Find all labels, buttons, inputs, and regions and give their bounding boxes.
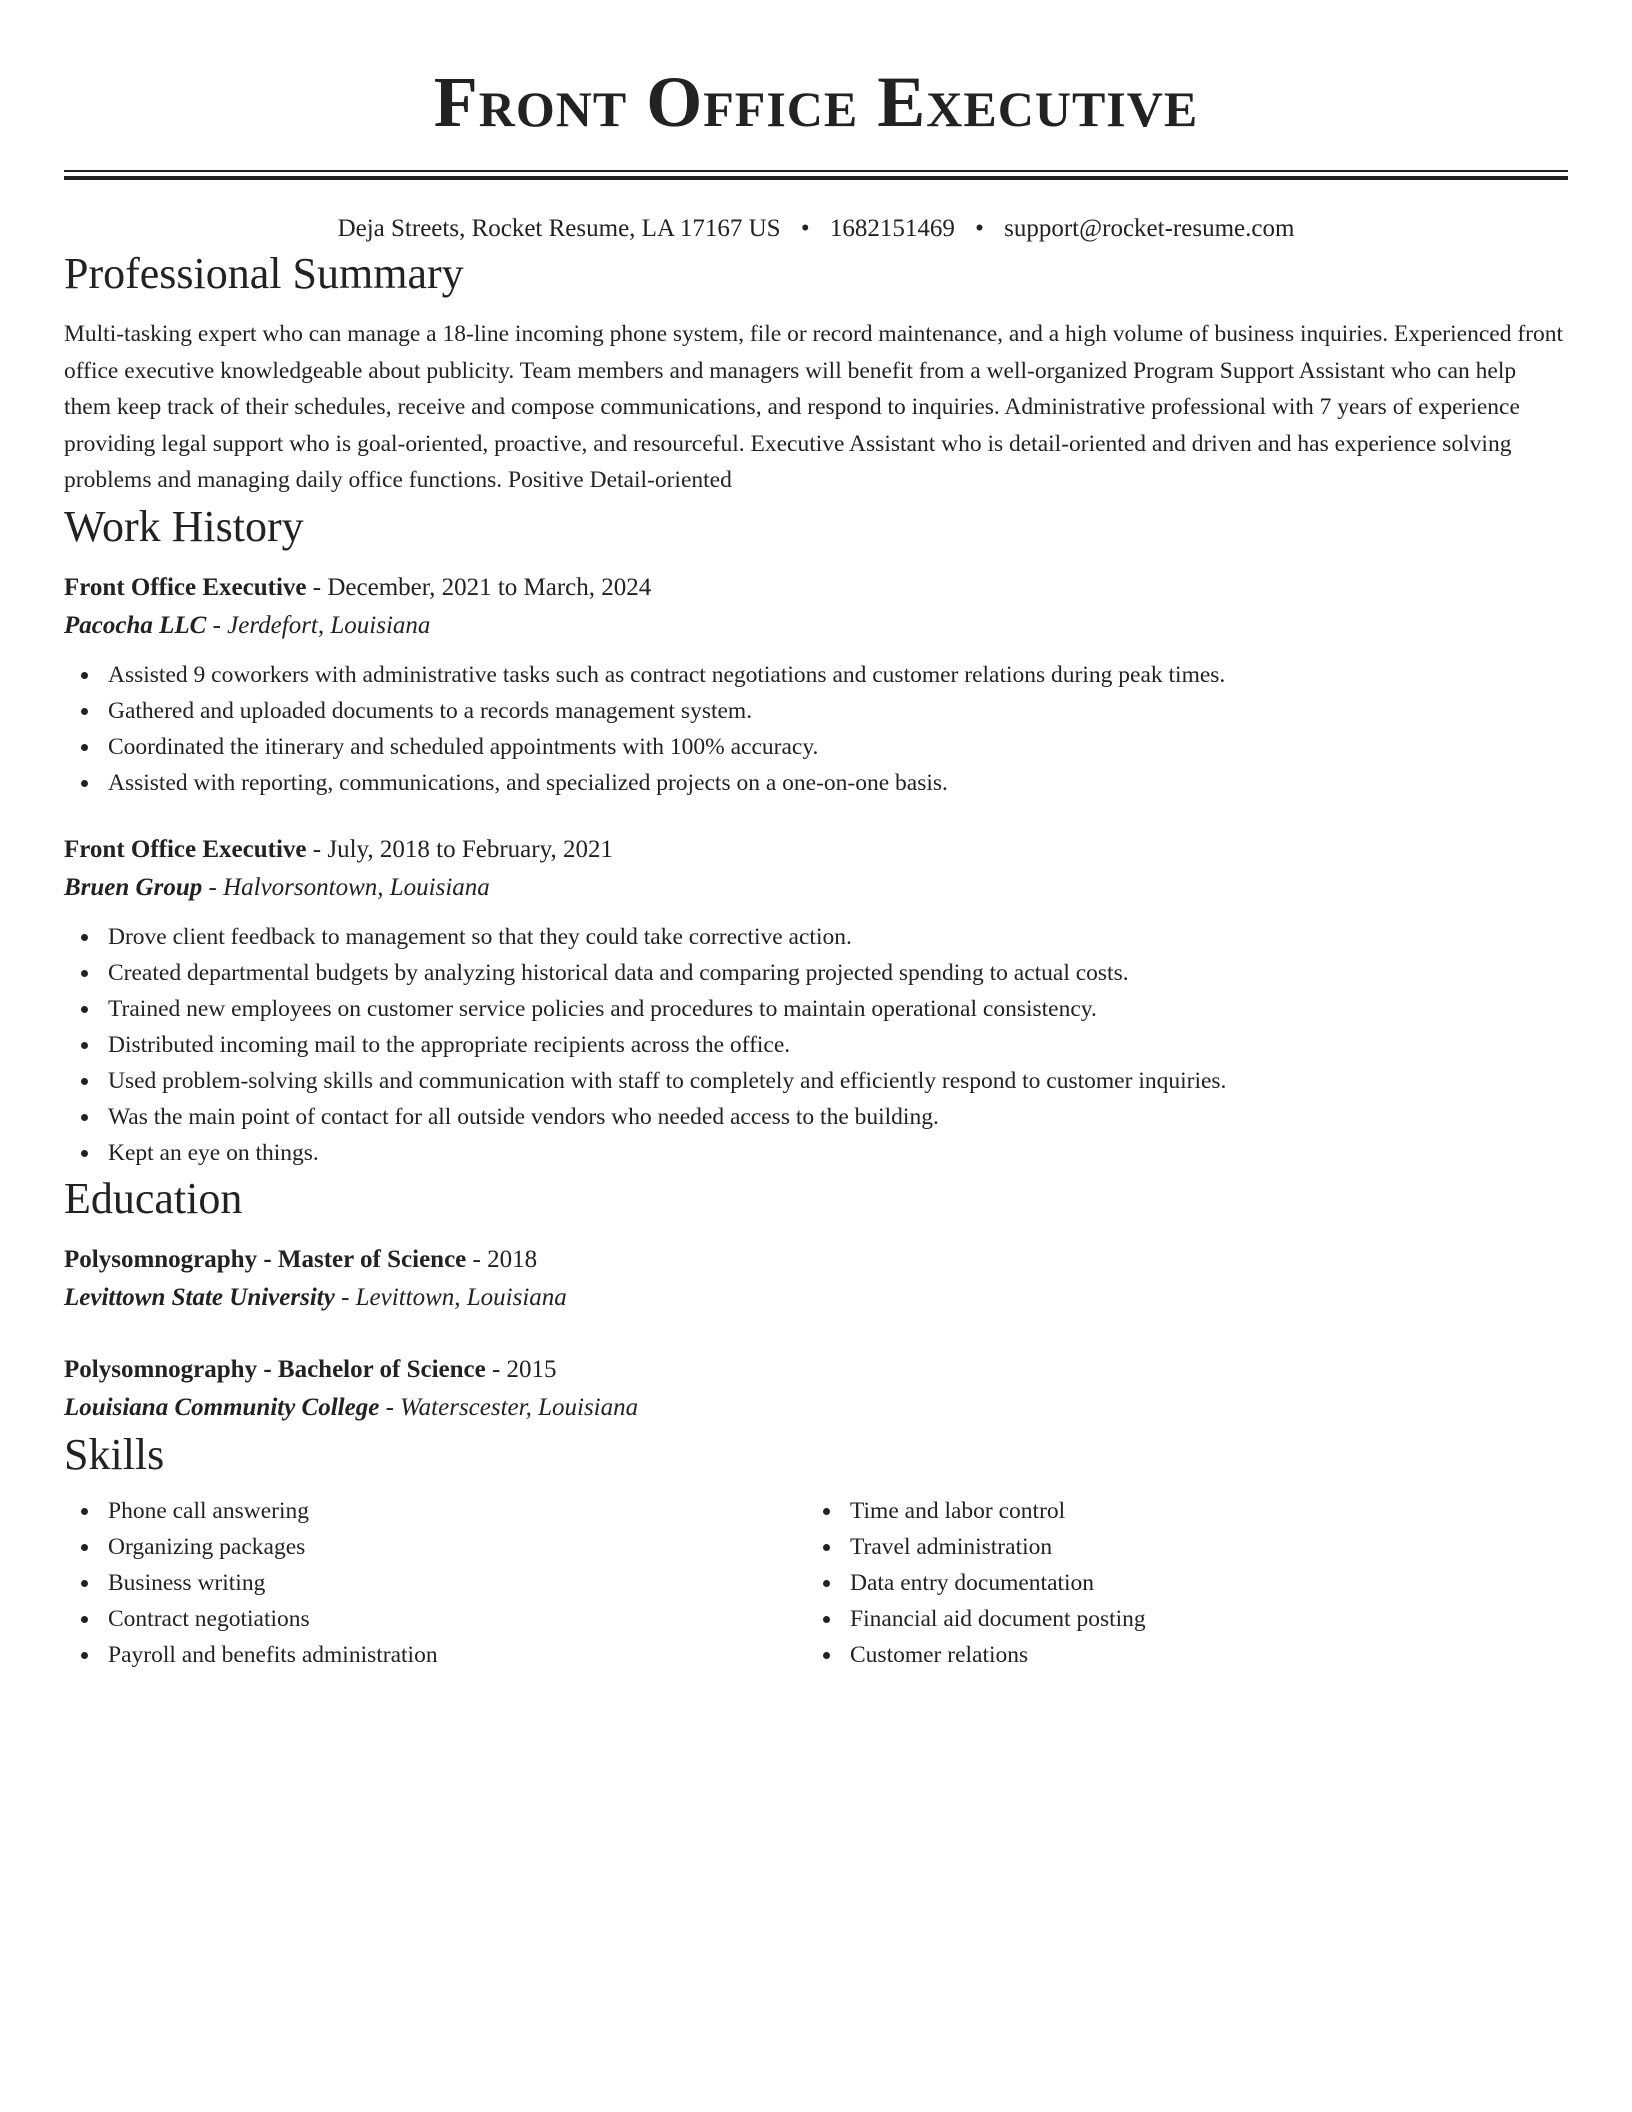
job-bullet: Assisted 9 coworkers with administrative tasks such as contract negotiations and customer relations during peak times. [64, 657, 1568, 693]
job-company: Bruen Group [64, 873, 203, 901]
job-company-line [64, 607, 1568, 645]
education-year: - 2015 [485, 1355, 557, 1383]
job-title-line [64, 831, 1568, 869]
job-bullet-list [64, 919, 1568, 1171]
skill-item: Data entry documentation [806, 1565, 1548, 1601]
education-entry [64, 1241, 1568, 1317]
skill-item: Time and labor control [806, 1493, 1548, 1529]
job-bullet: Drove client feedback to management so that they could take corrective action. [64, 919, 1568, 955]
education-location: - Levittown, Louisiana [334, 1283, 567, 1311]
summary-text: Multi-tasking expert who can manage a 18-line incoming phone system, file or record maintenance, and a high volume of business inquiries. Experienced front office executive knowledgeable about publicity. Team members and managers will benefit from a well-organized Program Support Assistant who can help them keep track of their schedules, receive and compose communications, and respond to inquiries. Administrative professional with 7 years of experience providing legal support who is goal-oriented, proactive, and resourceful. Executive Assistant who is detail-oriented and driven and has experience solving problems and managing daily office functions. Positive Detail-oriented [64, 321, 1563, 493]
education-heading: Education [64, 1173, 243, 1223]
title-divider [64, 170, 1568, 180]
education-degree-line [64, 1241, 1568, 1279]
job-title: Front Office Executive [64, 835, 307, 863]
skill-item: Customer relations [806, 1637, 1548, 1673]
skill-item: Contract negotiations [64, 1601, 806, 1637]
contact-line [64, 212, 1568, 246]
job-entry [64, 831, 1568, 1171]
skill-item: Organizing packages [64, 1529, 806, 1565]
job-dates: - December, 2021 to March, 2024 [306, 573, 652, 601]
resume-title: Front Office Executive [433, 62, 1199, 142]
job-bullet: Created departmental budgets by analyzing historical data and comparing projected spending to actual costs. [64, 955, 1568, 991]
skills-column-left [64, 1493, 806, 1673]
contact-address: Deja Streets, Rocket Resume, LA 17167 US [337, 215, 781, 242]
contact-separator: • [975, 215, 984, 242]
contact-separator: • [800, 215, 810, 242]
job-bullet: Distributed incoming mail to the appropriate recipients across the office. [64, 1027, 1568, 1063]
work-history-heading: Work History [64, 501, 304, 551]
education-school: Levittown State University [64, 1283, 335, 1311]
job-company: Pacocha LLC [64, 611, 207, 639]
education-degree: Polysomnography - Master of Science [64, 1245, 467, 1273]
job-bullet: Was the main point of contact for all outside vendors who needed access to the building. [64, 1099, 1568, 1135]
skills-heading: Skills [64, 1429, 165, 1479]
skill-item: Phone call answering [64, 1493, 806, 1529]
job-location: - Jerdefort, Louisiana [206, 611, 431, 639]
job-bullet: Gathered and uploaded documents to a records management system. [64, 693, 1568, 729]
job-company-line [64, 869, 1568, 907]
job-entry [64, 569, 1568, 801]
education-school-line [64, 1279, 1568, 1317]
education-school-line [64, 1389, 1568, 1427]
skills-grid [64, 1493, 1568, 1673]
skills-list [64, 1493, 806, 1673]
job-bullet-list [64, 657, 1568, 801]
contact-phone: 1682151469 [829, 215, 955, 242]
job-dates: - July, 2018 to February, 2021 [306, 835, 613, 863]
job-bullet: Assisted with reporting, communications, and specialized projects on a one-on-one basis. [64, 765, 1568, 801]
education-entry [64, 1351, 1568, 1427]
education-year: - 2018 [466, 1245, 538, 1273]
job-location: - Halvorsontown, Louisiana [202, 873, 490, 901]
job-bullet: Kept an eye on things. [64, 1135, 1568, 1171]
job-bullet: Trained new employees on customer service policies and procedures to maintain operational consistency. [64, 991, 1568, 1027]
skill-item: Business writing [64, 1565, 806, 1601]
skill-item: Financial aid document posting [806, 1601, 1548, 1637]
job-bullet: Used problem-solving skills and communication with staff to completely and efficiently respond to customer inquiries. [64, 1063, 1568, 1099]
skill-item: Travel administration [806, 1529, 1548, 1565]
skill-item: Payroll and benefits administration [64, 1637, 806, 1673]
skills-column-right [806, 1493, 1548, 1673]
education-degree: Polysomnography - Bachelor of Science [64, 1355, 486, 1383]
skills-list [806, 1493, 1548, 1673]
job-title-line [64, 569, 1568, 607]
job-bullet: Coordinated the itinerary and scheduled appointments with 100% accuracy. [64, 729, 1568, 765]
job-title: Front Office Executive [64, 573, 307, 601]
contact-email: support@rocket-resume.com [1004, 215, 1295, 242]
education-location: - Waterscester, Louisiana [379, 1393, 639, 1421]
summary-heading: Professional Summary [64, 249, 464, 298]
education-degree-line [64, 1351, 1568, 1389]
education-school: Louisiana Community College [64, 1393, 380, 1421]
